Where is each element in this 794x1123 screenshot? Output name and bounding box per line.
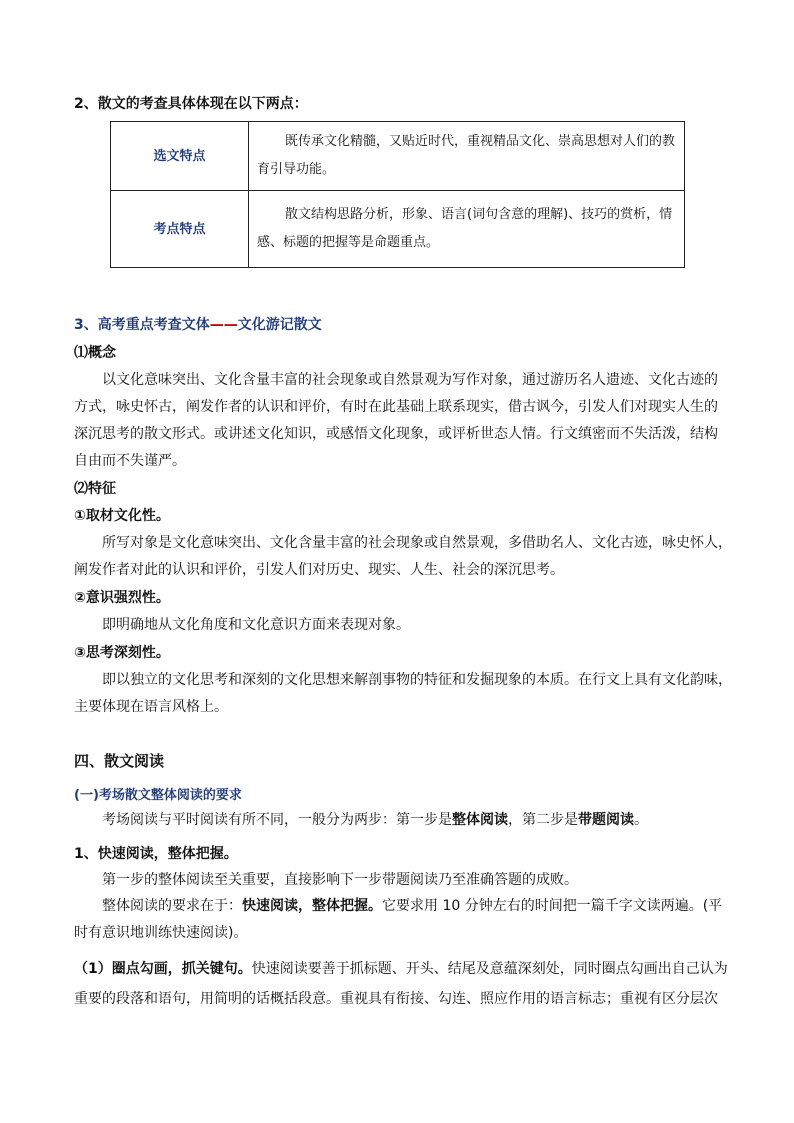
intro-bold: 整体阅读 — [452, 812, 508, 828]
concept-line: 方式，咏史怀古，阐发作者的认识和评价，有时在此基础上联系现实，借古讽今，引发人们对现实人生的 — [74, 399, 718, 415]
concept-line: 以文化意味突出、文化含量丰富的社会现象或自然景观为写作对象，通过游历名人遗迹、文化古迹的 — [102, 372, 718, 388]
point-1-title: （1）圈点勾画，抓关键句。 — [74, 961, 252, 977]
feature-line: 主要体现在语言风格上。 — [74, 699, 228, 715]
point-1-text: 快速阅读要善于抓标题、开头、结尾及意蕴深刻处，同时圈点勾画出自己认为 — [251, 961, 728, 977]
section-2-title: 2、散文的考查具体体现在以下两点： — [74, 96, 308, 112]
intro-text: ，第二步是 — [508, 812, 578, 828]
concept-heading: ⑴概念 — [74, 345, 116, 361]
section-4-subtitle: (一)考场散文整体阅读的要求 — [74, 788, 242, 803]
requirement-line — [102, 893, 722, 920]
requirement-line: 时有意识地训练快速阅读)。 — [74, 925, 248, 941]
concept-line: 深沉思考的散文形式。或讲述文化知识，或感悟文化现象，或评析世态人情。行文缜密而不失活泼，结构 — [74, 426, 718, 442]
table-value-cell: 散文结构思路分析，形象、语言(词句含意的理解)、技巧的赏析，情感、标题的把握等是命题重点。 — [249, 191, 685, 268]
requirement-bold: 快速阅读，整体把握。 — [242, 898, 382, 914]
section-3-title-suffix: 文化游记散文 — [237, 317, 322, 333]
section-4-title: 四、散文阅读 — [74, 752, 165, 770]
intro-text: 考场阅读与平时阅读有所不同，一般分为两步：第一步是 — [102, 812, 452, 828]
intro-line — [102, 807, 648, 834]
table-key-cell: 考点特点 — [111, 191, 249, 268]
exam-features-table — [110, 121, 685, 268]
section-3-title-dash: —— — [209, 317, 238, 333]
requirement-text: 整体阅读的要求在于： — [102, 898, 242, 914]
point-1-line — [74, 956, 728, 983]
table-value-cell: 既传承文化精髓，又贴近时代，重视精品文化、崇高思想对人们的教育引导功能。 — [249, 122, 685, 191]
step-1-title: 1、快速阅读，整体把握。 — [74, 846, 238, 862]
feature-heading: ⑵特征 — [74, 481, 116, 497]
feature-line: 即明确地从文化角度和文化意识方面来表现对象。 — [102, 617, 410, 633]
step-1-line: 第一步的整体阅读至关重要，直接影响下一步带题阅读乃至准确答题的成败。 — [102, 872, 578, 888]
feature-line: 所写对象是文化意味突出、文化含量丰富的社会现象或自然景观，多借助名人、文化古迹，咏史怀人， — [102, 535, 732, 551]
section-3-title-prefix: 3、高考重点考查文体 — [74, 317, 210, 333]
feature-title: ①取材文化性。 — [74, 508, 170, 524]
feature-line: 阐发作者对此的认识和评价，引发人们对历史、现实、人生、社会的深沉思考。 — [74, 562, 564, 578]
requirement-text: 它要求用 10 分钟左右的时间把一篇千字文读两遍。(平 — [382, 898, 723, 914]
table-row — [111, 122, 685, 191]
point-1-line: 重要的段落和语句，用简明的话概括段意。重视具有衔接、勾连、照应作用的语言标志；重视有区分层次 — [74, 991, 718, 1007]
intro-bold: 带题阅读 — [578, 812, 634, 828]
feature-line: 即以独立的文化思考和深刻的文化思想来解剖事物的特征和发掘现象的本质。在行文上具有文化韵味， — [102, 672, 732, 688]
feature-title: ③思考深刻性。 — [74, 645, 170, 661]
table-key-cell: 选文特点 — [111, 122, 249, 191]
table-row — [111, 191, 685, 268]
section-3-title — [74, 312, 322, 339]
feature-title: ②意识强烈性。 — [74, 590, 170, 606]
concept-line: 自由而不失谨严。 — [74, 453, 186, 469]
intro-text: 。 — [634, 812, 648, 828]
